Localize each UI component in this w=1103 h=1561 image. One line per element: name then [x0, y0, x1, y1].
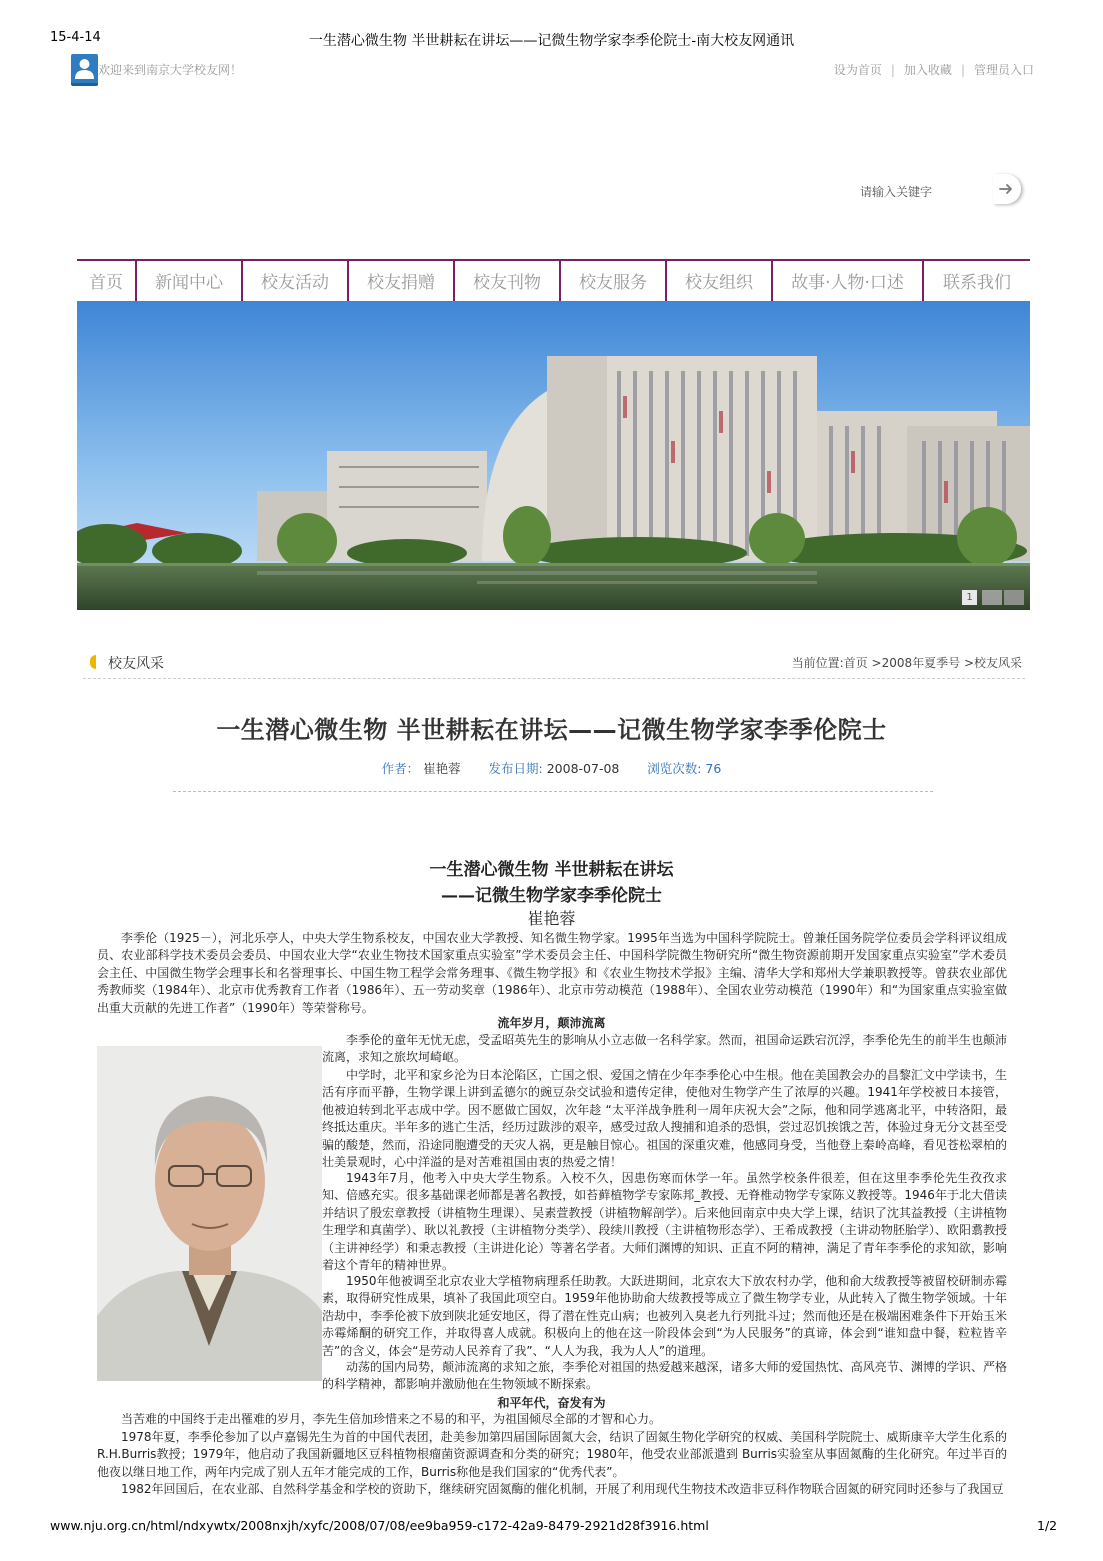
- slide-indicator-active[interactable]: 1: [962, 590, 977, 605]
- article-paragraph: 当苦难的中国终于走出罹难的岁月，李先生倍加珍惜来之不易的和平，为祖国倾尽全部的才智和心力。: [121, 1412, 662, 1426]
- section-heading: 流年岁月，颠沛流离: [497, 1016, 606, 1030]
- nav-news[interactable]: 新闻中心: [137, 261, 243, 303]
- divider: [83, 678, 1025, 679]
- nav-services[interactable]: 校友服务: [561, 261, 667, 303]
- arrow-right-icon: [998, 181, 1014, 197]
- views-label: 浏览次数:: [647, 761, 702, 776]
- divider: [173, 791, 933, 792]
- section-marker-icon: [90, 655, 96, 669]
- article-subtitle: ——记微生物学家李季伦院士: [441, 886, 662, 906]
- nav-organizations[interactable]: 校友组织: [667, 261, 773, 303]
- nav-activities[interactable]: 校友活动: [243, 261, 349, 303]
- article-subtitle: 一生潜心微生物 半世耕耘在讲坛: [429, 860, 674, 880]
- article-byline: 崔艳蓉: [527, 909, 576, 928]
- separator: |: [960, 63, 965, 77]
- article-paragraph: 1943年7月，他考入中央大学生物系。入校不久，因患伤寒而休学一年。虽然学校条件很差，但在这里李季伦先生孜孜求知、倍感充实。很多基础课老师都是著名教授，如苔藓植物学专家陈邦_教授、无脊椎动物学专家陈义教授等。1946年于北大借读并结识了殷宏章教授（讲植物生理课）、吴素萱教授（讲植物解剖学）。后来他回南京中央大学上课，结识了沈其益教授（主讲植物生理学和真菌学）、耿以礼教授（主讲植物分类学）、段续川教授（主讲植物形态学）、王希成教授（主讲动物胚胎学）、欧阳翥教授（主讲神经学）和秉志教授（主讲进化论）等著名学者。大师们渊博的知识、正直不阿的精神，满足了青年李季伦的求知欲，影响着这个青年的精神世界。: [322, 1171, 1007, 1273]
- article-title: 一生潜心微生物 半世耕耘在讲坛——记微生物学家李季伦院士: [216, 716, 887, 744]
- top-links: [760, 61, 1034, 78]
- article-paragraph: 中学时，北平和家乡沦为日本沦陷区，亡国之恨、爱国之情在少年李季伦心中生根。他在美国教会办的昌黎汇文中学读书，生活有序而平静，生物学课上讲到孟德尔的豌豆杂交试验和遗传定律，使他对生物学产生了浓厚的兴趣。1941年学校被日本接管，他被迫转到北平志成中学。因不愿做亡国奴，次年趁 “太平洋战争胜利一周年庆祝大会”之际，他和同学逃离北平，中转洛阳，最终抵达重庆。半年多的逃亡生活，经历过跋涉的艰辛，感受过敌人搜捕和追杀的恐惧，尝过忍饥挨饿之苦，体验过身无分文甚至受骗的酸楚，然而，沿途同胞遭受的天灾人祸，更是触目惊心。祖国的深重灾难，他感同身受，当他登上秦岭高峰，看见苍松翠柏的壮美景观时，心中洋溢的是对苦难祖国由衷的热爱之情！: [322, 1068, 1007, 1170]
- article-paragraph: 1982年回国后，在农业部、自然科学基金和学校的资助下，继续研究固氮酶的催化机制，开展了利用现代生物技术改造非豆科作物联合固氮的研究同时还参与了我国豆: [121, 1482, 1004, 1496]
- portrait-photo: [97, 1046, 322, 1381]
- banner-image[interactable]: [77, 301, 1030, 610]
- author-label: 作者：: [381, 761, 420, 776]
- search-button[interactable]: [993, 174, 1021, 204]
- breadcrumb[interactable]: 当前位置:首页 >2008年夏季号 >校友风采: [791, 656, 1022, 670]
- article-paragraph: 李季伦（1925－），河北乐亭人，中央大学生物系校友，中国农业大学教授、知名微生物学家。1995年当选为中国科学院院士。曾兼任国务院学位委员会学科评议组成员、农业部科学技术委员会委员、中国农业大学“农业生物技术国家重点实验室”学术委员会主任、中国科学院微生物研究所“微生物资源前期开发国家重点实验室”学术委员会主任、中国微生物学会理事长和名誉理事长、中国生物工程学会常务理事、《微生物学报》和《农业生物技术学报》主编、清华大学和郑州大学兼职教授等。曾获农业部优秀教师奖（1984年）、北京市优秀教育工作者（1986年）、五一劳动奖章（1986年）、北京市劳动模范（1988年）、全国农业劳动模范（1990年）和“为国家重点实验室做出重大贡献的先进工作者”（1990年）等荣誉称号。: [97, 931, 1007, 1015]
- article-paragraph: 1978年夏，李季伦参加了以卢嘉锡先生为首的中国代表团，赴美参加第四届国际固氮大会，结识了固氮生物化学研究的权威、美国科学院院士、威斯康辛大学生化系的R.H.Burris教授；1979年，他启动了我国新疆地区豆科植物根瘤菌资源调查和分类的研究；1980年，他受农业部派遣到 Burris实验室从事固氮酶的生化研究。年过半百的他夜以继日地工作，两年内完成了别人五年才能完成的工作，Burris称他是我们国家的“优秀代表”。: [97, 1430, 1007, 1479]
- date-value: 2008-07-08: [546, 761, 620, 776]
- welcome-text: 欢迎来到南京大学校友网！: [98, 63, 243, 77]
- set-homepage-link[interactable]: 设为首页: [833, 63, 882, 77]
- search-input[interactable]: 请输入关键字: [860, 185, 933, 199]
- article-meta: [0, 759, 1103, 777]
- add-favorite-link[interactable]: 加入收藏: [903, 63, 952, 77]
- section-title: 校友风采: [108, 656, 164, 672]
- user-icon[interactable]: [71, 54, 98, 86]
- slide-thumb[interactable]: [982, 590, 1002, 605]
- print-page-title: 一生潜心微生物 半世耕耘在讲坛——记微生物学家李季伦院士-南大校友网通讯: [308, 33, 795, 49]
- nav-donation[interactable]: 校友捐赠: [349, 261, 455, 303]
- article-paragraph: 李季伦的童年无忧无虑，受孟昭英先生的影响从小立志做一名科学家。然而，祖国命运跌宕沉浮，李季伦先生的前半生也颠沛流离，求知之旅坎坷崎岖。: [322, 1033, 1007, 1065]
- slide-thumb[interactable]: [1004, 590, 1024, 605]
- views-value: 76: [705, 761, 722, 776]
- print-url: www.nju.org.cn/html/ndxywtx/2008nxjh/xyfc/2008/07/08/ee9ba959-c172-42a9-8479-2921d28f3916.html: [50, 1518, 709, 1533]
- print-page-number: 1/2: [1037, 1518, 1058, 1533]
- nav-contact[interactable]: 联系我们: [943, 273, 1011, 293]
- author-value: 崔艳蓉: [423, 761, 461, 776]
- print-date: 15-4-14: [50, 30, 101, 45]
- nav-stories[interactable]: 故事·人物·口述: [773, 261, 924, 303]
- admin-login-link[interactable]: 管理员入口: [973, 63, 1034, 77]
- section-heading: 和平年代，奋发有为: [497, 1396, 606, 1410]
- separator: |: [890, 63, 895, 77]
- date-label: 发布日期:: [488, 761, 543, 776]
- nav-home[interactable]: 首页: [77, 261, 137, 303]
- article-paragraph: 1950年他被调至北京农业大学植物病理系任助教。大跃进期间，北京农大下放农村办学，他和俞大绂教授等被留校研制赤霉素，取得研究性成果，填补了我国此项空白。1959年他协助俞大绂教授等成立了微生物学专业，从此转入了微生物学领域。十年浩劫中，李季伦被下放到陕北延安地区，得了潜在性克山病；也被列入臭老九行列批斗过；然而他还是在极端困难条件下开始玉米赤霉烯酮的研究工作，并取得喜人成就。积极向上的他在这一阶段体会到“为人民服务”的真谛，体会到“谁知盘中餐，粒粒皆辛苦”的含义，体会“是劳动人民养育了我”、“人人为我，我为人人”的道理。: [322, 1274, 1007, 1358]
- article-paragraph: 动荡的国内局势，颠沛流离的求知之旅，李季伦对祖国的热爱越来越深，诸多大师的爱国热忱、高风亮节、渊博的学识、严格的科学精神，都影响并激励他在生物领域不断探索。: [322, 1360, 1007, 1392]
- nav-publications[interactable]: 校友刊物: [455, 261, 561, 303]
- main-nav: [77, 259, 1030, 303]
